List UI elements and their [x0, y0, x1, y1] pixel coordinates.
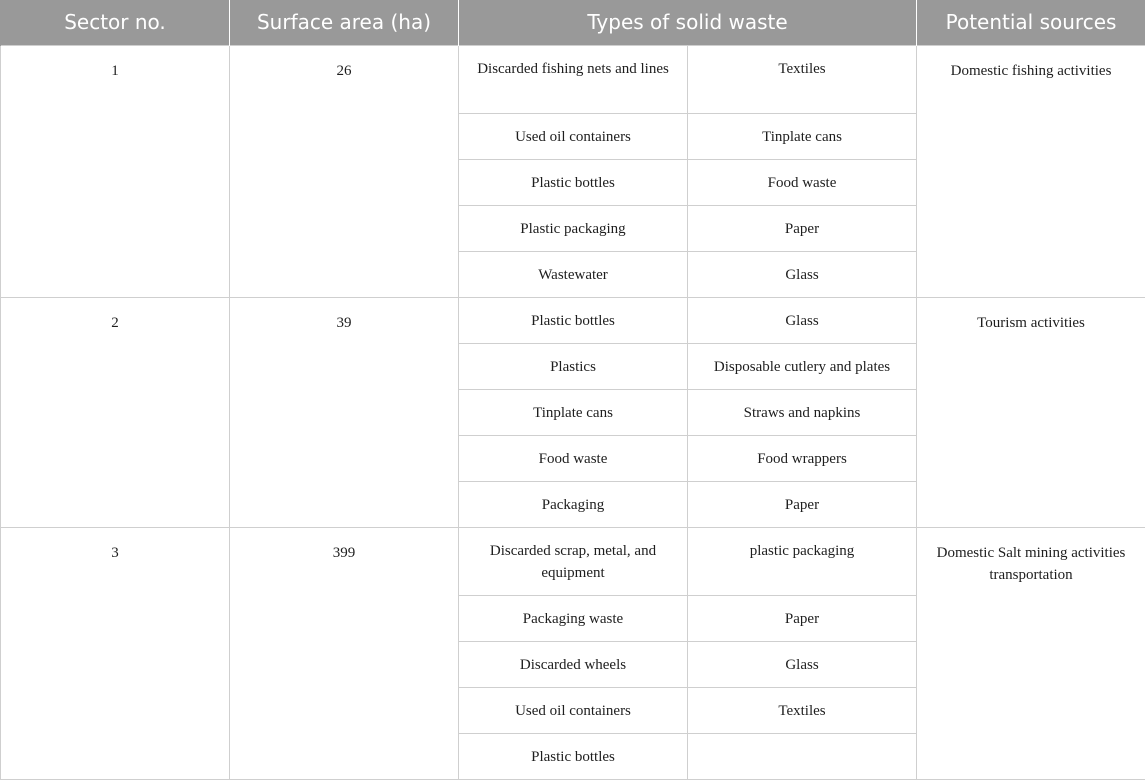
waste-type-cell: Used oil containers [459, 687, 688, 733]
waste-type-cell: Glass [688, 641, 917, 687]
table-row [1, 45, 1145, 113]
header-types-of-solid-waste: Types of solid waste [459, 0, 917, 45]
header-row [1, 0, 1145, 45]
waste-type-cell: Food wrappers [688, 435, 917, 481]
waste-type-cell: plastic packaging [688, 527, 917, 595]
waste-type-cell: Discarded fishing nets and lines [459, 45, 688, 113]
waste-type-cell: Plastic bottles [459, 733, 688, 779]
table-row [1, 297, 1145, 343]
potential-source-cell: Domestic Salt mining activities transportation [917, 527, 1145, 779]
waste-type-cell: Food waste [459, 435, 688, 481]
waste-type-cell: Glass [688, 251, 917, 297]
waste-type-cell: Discarded wheels [459, 641, 688, 687]
surface-area-cell: 26 [230, 45, 459, 297]
table-header [1, 0, 1145, 45]
table-body [1, 45, 1145, 779]
waste-type-cell: Used oil containers [459, 113, 688, 159]
header-surface-area: Surface area (ha) [230, 0, 459, 45]
waste-type-cell: Plastic bottles [459, 297, 688, 343]
waste-type-cell: Paper [688, 595, 917, 641]
waste-type-cell: Food waste [688, 159, 917, 205]
waste-type-cell [688, 733, 917, 779]
waste-type-cell: Paper [688, 205, 917, 251]
sector-number-cell: 3 [1, 527, 230, 779]
waste-type-cell: Straws and napkins [688, 389, 917, 435]
waste-type-cell: Wastewater [459, 251, 688, 297]
waste-type-cell: Plastic packaging [459, 205, 688, 251]
sector-number-cell: 2 [1, 297, 230, 527]
waste-type-cell: Disposable cutlery and plates [688, 343, 917, 389]
waste-type-cell: Glass [688, 297, 917, 343]
waste-type-cell: Discarded scrap, metal, and equipment [459, 527, 688, 595]
potential-source-cell: Tourism activities [917, 297, 1145, 527]
waste-type-cell: Packaging [459, 481, 688, 527]
waste-type-cell: Tinplate cans [688, 113, 917, 159]
header-sector-no: Sector no. [1, 0, 230, 45]
header-potential-sources: Potential sources [917, 0, 1145, 45]
waste-type-cell: Plastic bottles [459, 159, 688, 205]
potential-source-cell: Domestic fishing activities [917, 45, 1145, 297]
surface-area-cell: 39 [230, 297, 459, 527]
waste-type-cell: Textiles [688, 687, 917, 733]
waste-type-cell: Paper [688, 481, 917, 527]
sector-number-cell: 1 [1, 45, 230, 297]
waste-type-cell: Tinplate cans [459, 389, 688, 435]
waste-type-cell: Plastics [459, 343, 688, 389]
table-row [1, 527, 1145, 595]
waste-type-cell: Textiles [688, 45, 917, 113]
waste-type-cell: Packaging waste [459, 595, 688, 641]
surface-area-cell: 399 [230, 527, 459, 779]
